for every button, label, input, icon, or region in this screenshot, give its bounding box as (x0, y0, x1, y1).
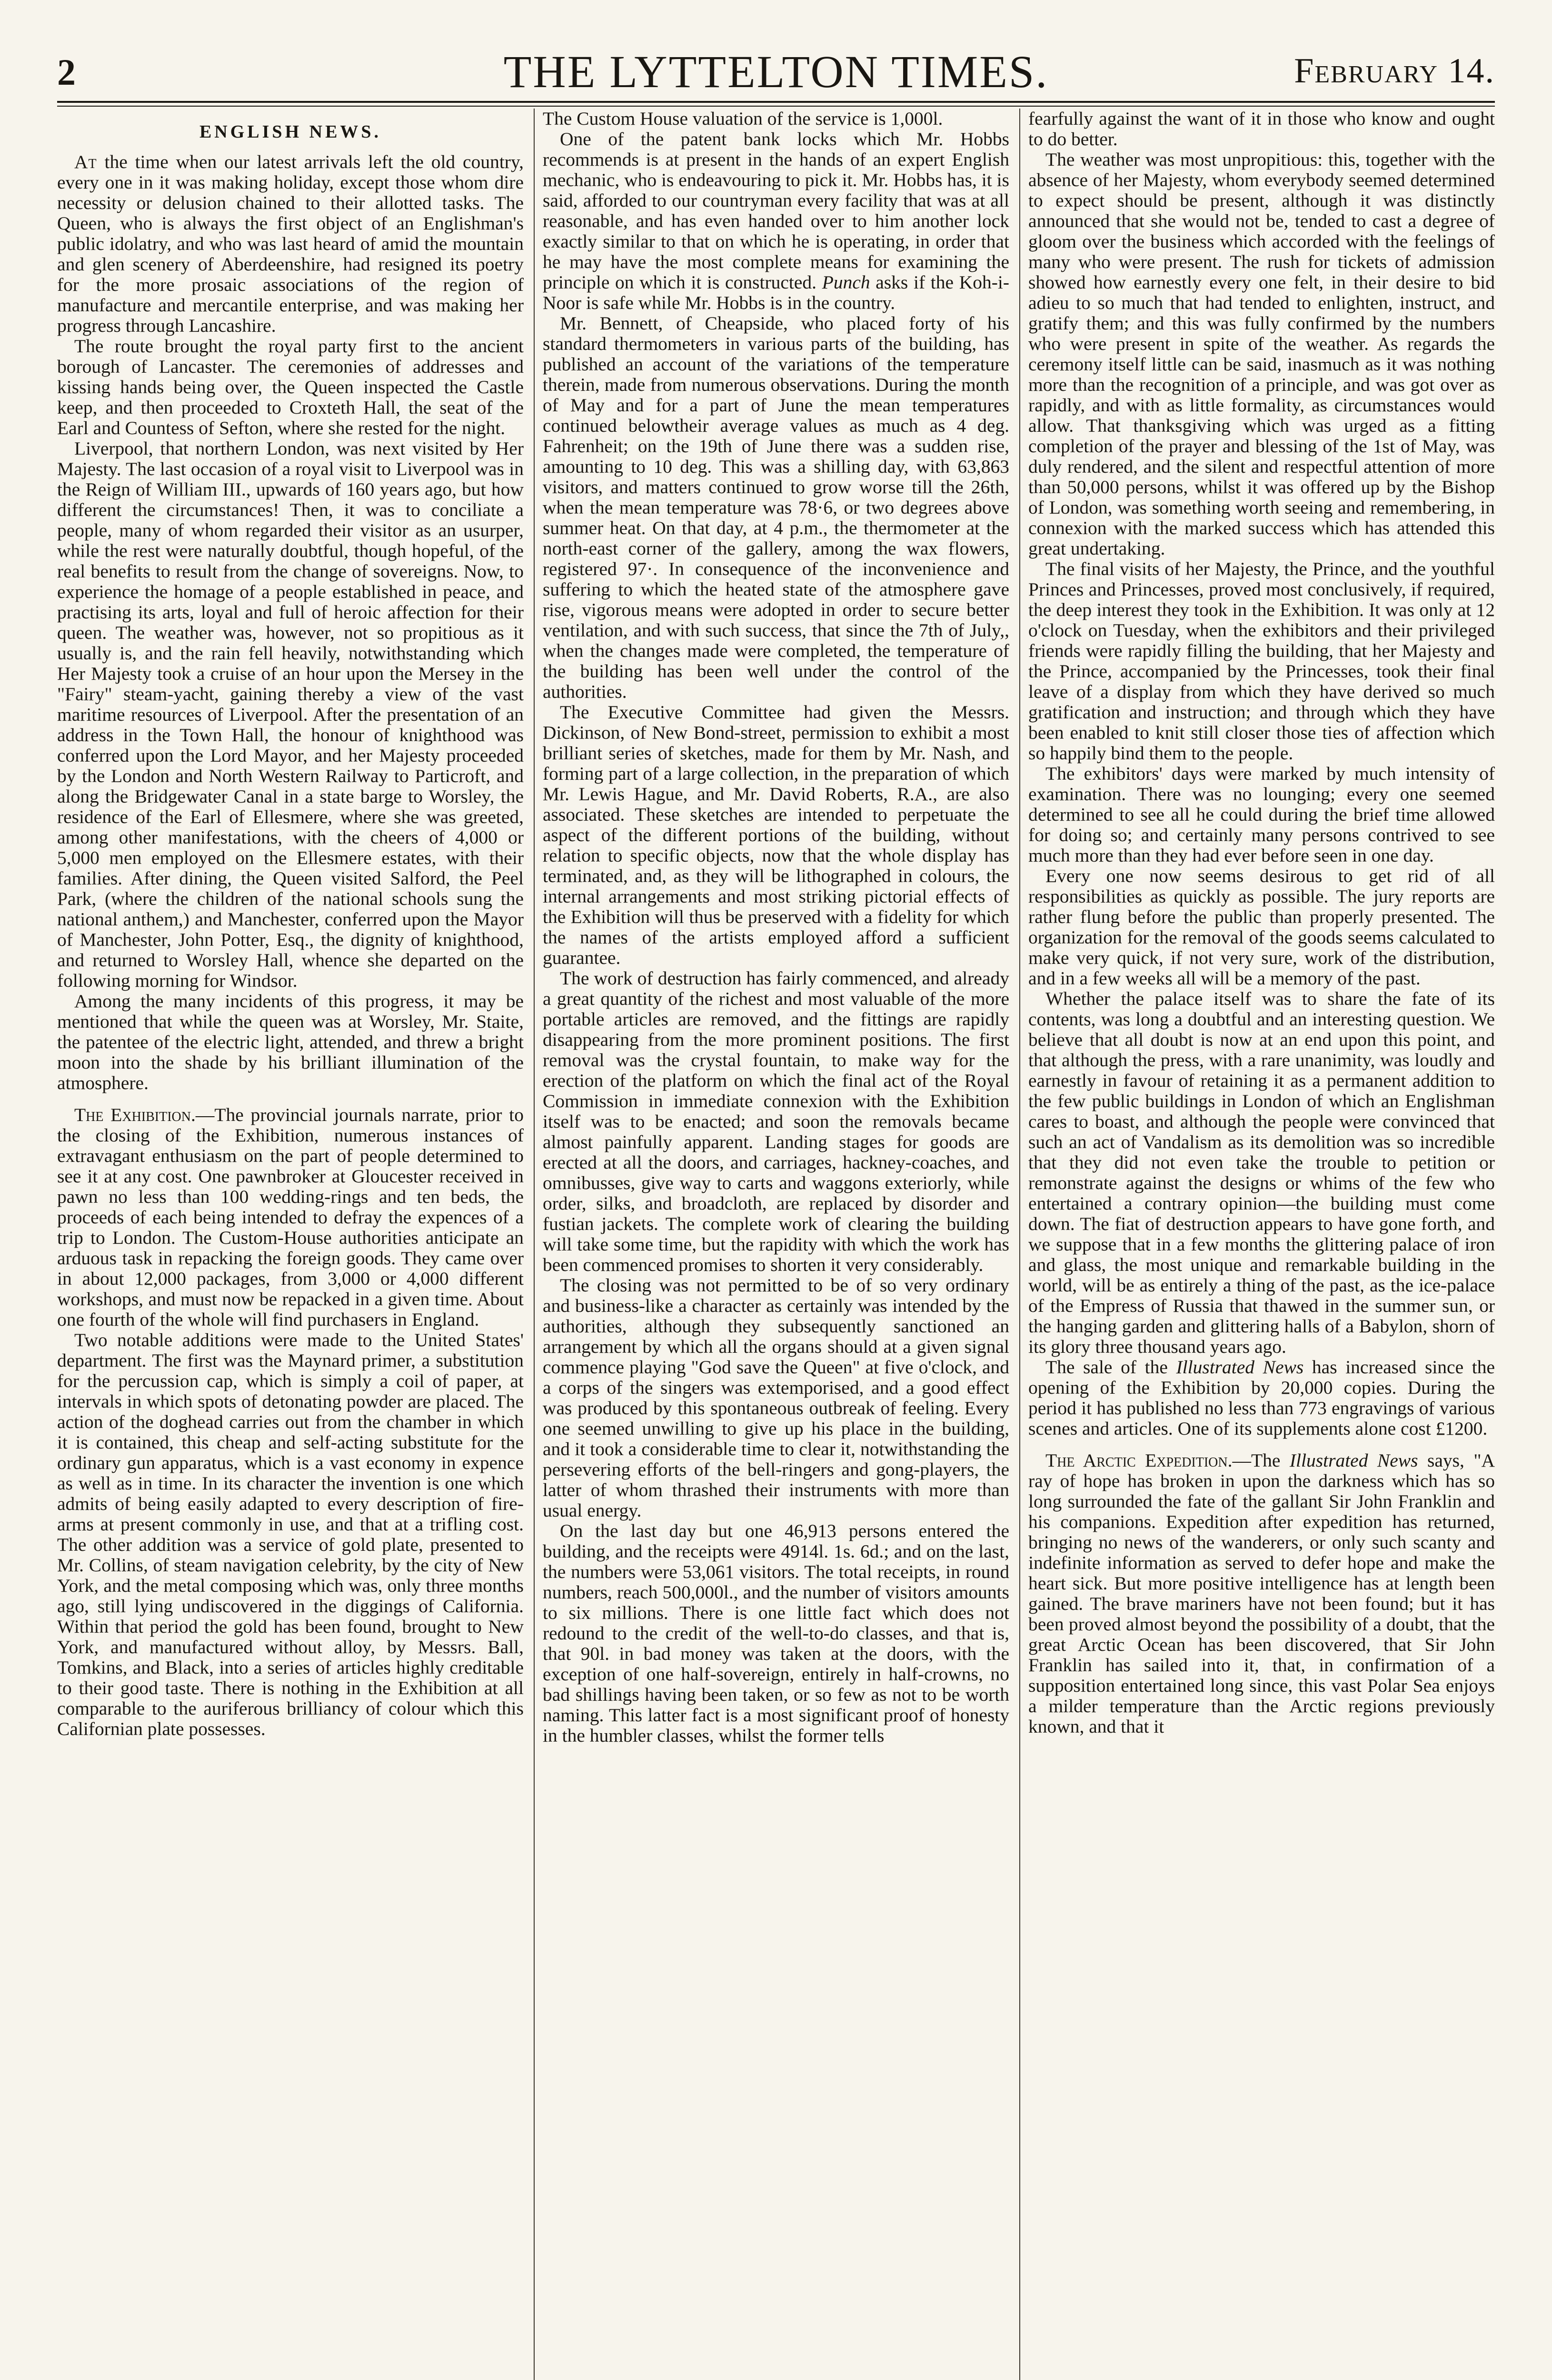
italic-title: Illustrated News (1176, 1357, 1304, 1378)
paragraph (1028, 1450, 1495, 1737)
paragraph: The exhibitors' days were marked by much intensity of examination. There was no lounging; every one seemed determined to see all he could during the brief time allowed for doing so; and certainly many persons contrived to see much more than they had ever before seen in one day. (1028, 763, 1495, 866)
paragraph: Mr. Bennett, of Cheapside, who placed forty of his standard thermometers in various parts of the building, has published an account of the variations of the temperature therein, made from numerous observations. During the month of May and for a part of June the mean temperatures continued belowtheir average values as much as 4 deg. Fahrenheit; on the 19th of June there was a sudden rise, amounting to 10 deg. This was a shilling day, with 63,863 visitors, and matters continued to grow worse till the 26th, when the mean temperature was 78·6, or two degrees above summer heat. On that day, at 4 p.m., the thermometer at the north-east corner of the gallery, among the wax flowers, registered 97·. In consequence of the inconvenience and suffering to which the heated state of the atmosphere gave rise, vigorous means were adopted in order to secure better ventilation, and with such success, that since the 7th of July,, when the changes made were completed, the temperature of the building has been well under the control of the authorities. (543, 313, 1009, 702)
column-3 (1028, 109, 1495, 2380)
italic-title: Punch (822, 272, 870, 293)
newspaper-title: THE LYTTELTON TIMES. (503, 46, 1049, 97)
paragraph: Among the many incidents of this progress, it may be mentioned that while the queen was at Worsley, Mr. Staite, the patentee of the electric light, attended, and threw a bright moon into the shade by his brilliant illumination of the atmosphere. (57, 991, 524, 1093)
paragraph: The work of destruction has fairly commenced, and already a great quantity of the richest and most valuable of the more portable articles are removed, and the fittings are rapidly disappearing from the more prominent positions. The first removal was the crystal fountain, to make way for the erection of the platform on which the final act of the Royal Commission in immediate connexion with the Exhibition itself was to be enacted; and soon the removals became almost painfully apparent. Landing stages for goods are erected at all the doors, and carriages, hackney-coaches, and omnibusses, give way to carts and waggons exteriorly, while order, silks, and broadcloth, are replaced by disorder and fustian jackets. The complete work of clearing the building will take some time, but the rapidity with which the work has been commenced promises to shorten it very considerably. (543, 968, 1009, 1275)
paragraph: Whether the palace itself was to share the fate of its contents, was long a doubtful and an interesting question. We believe that all doubt is now at an end upon this point, and that although the press, with a rare unanimity, was loudly and earnestly in favour of retaining it as a permanent addition to the few public buildings in London of which an Englishman cares to boast, and although the people were convinced that such an act of Vandalism as its demolition was so incredible that they did not even take the trouble to petition or remonstrate against the designs or whims of the few who entertained a contrary opinion—the building must come down. The fiat of destruction appears to have gone forth, and we suppose that in a few months the glittering palace of iron and glass, the most unique and remarkable building in the world, will be as entirely a thing of the past, as the ice-palace of the Empress of Russia that thawed in the summer sun, or the hanging garden and glittering halls of a Babylon, shorn of its glory three thousand years ago. (1028, 988, 1495, 1357)
issue-date: February 14. (1294, 51, 1495, 90)
lead-word: At (74, 151, 97, 172)
masthead-rule-thick (57, 101, 1495, 103)
masthead (57, 45, 1495, 100)
paragraph-text: has increased since the opening of the Exhibition by 20,000 copies. During the period it has published no less than 773 engravings of various scenes and articles. One of its supplements alone cost £1200. (1028, 1357, 1495, 1439)
paragraph: On the last day but one 46,913 persons entered the building, and the receipts were 4914l. 1s. 6d.; and on the last, the numbers were 53,061 visitors. The total receipts, in round numbers, reach 500,000l., and the number of visitors amounts to six millions. There is one little fact which does not redound to the credit of the well-to-do classes, and that is, that 90l. in bad money was taken at the doors, with the exception of one half-sovereign, entirely in half-crowns, no bad shillings having been taken, or so few as not to be worth naming. This latter fact is a most significant proof of honesty in the humbler classes, whilst the former tells (543, 1520, 1009, 1746)
paragraph-text: —The (1232, 1450, 1281, 1471)
paragraph-text: says, "A ray of hope has broken in upon the darkness which has so long surrounded the fate of the gallant Sir John Franklin and his companions. Expedition after expedition has returned, bringing no news of the wanderers, or only such scanty and indefinite information as served to defer hope and make the heart sick. But more positive intelligence has at length been gained. The brave mariners have not been found; but it has been proved almost beyond the possibility of a doubt, that the great Arctic Ocean has been discovered, that Sir John Franklin has sailed into it, that, in confirmation of a supposition entertained long since, this vast Polar Sea enjoys a milder temperature than the Arctic regions previously known, and that it (1028, 1450, 1495, 1737)
paragraph: Two notable additions were made to the United States' department. The first was the Maynard primer, a substitution for the percussion cap, which is simply a coil of paper, at intervals in which spots of detonating powder are placed. The action of the doghead carries out from the chamber in which it is contained, this cheap and self-acting substitute for the ordinary gun apparatus, which is a vast economy in expence as well as in time. In its character the invention is one which admits of being easily adapted to every description of fire-arms at present commonly in use, and that at a trifling cost. The other addition was a service of gold plate, presented to Mr. Collins, of steam navigation celebrity, by the city of New York, and the metal composing which was, only three months ago, still lying undiscovered in the diggings of California. Within that period the gold has been found, brought to New York, and manufactured without alloy, by Messrs. Ball, Tomkins, and Black, into a series of articles highly creditable to their good taste. There is nothing in the Exhibition at all comparable to the auriferous brilliancy of colour which this Californian plate possesses. (57, 1329, 524, 1739)
section-heading: ENGLISH NEWS. (199, 122, 382, 142)
paragraph-text: One of the patent bank locks which Mr. Hobbs recommends is at present in the hands of an expert English mechanic, who is endeavouring to pick it. Mr. Hobbs has, it is said, afforded to our countryman every facility that was at all reasonable, and has even handed over to him another lock exactly similar to that on which he is operating, in order that he may have the most complete means for examining the principle on which it is constructed. (543, 129, 1009, 293)
paragraph (57, 1105, 524, 1330)
paragraph: Every one now seems desirous to get rid of all responsibilities as quickly as possible. The jury reports are rather flung before the public than properly presented. The organization for the removal of the goods seems calculated to make very quick, if not very sure, work of the distribution, and in a few weeks all will be a memory of the past. (1028, 865, 1495, 989)
paragraph (1028, 1357, 1495, 1439)
page-number: 2 (57, 51, 76, 93)
paragraph: The route brought the royal party first to the ancient borough of Lancaster. The ceremonies of addresses and kissing hands being over, the Queen inspected the Castle keep, and then proceeded to Croxteth Hall, the seat of the Earl and Countess of Sefton, where she rested for the night. (57, 336, 524, 438)
paragraph (57, 152, 524, 336)
column-divider (1019, 109, 1020, 2380)
paragraph: The Executive Committee had given the Messrs. Dickinson, of New Bond-street, permission to exhibit a most brilliant series of sketches, made for them by Mr. Nash, and forming part of a large collection, in the preparation of which Mr. Lewis Hague, and Mr. David Roberts, R.A., are also associated. These sketches are intended to perpetuate the aspect of the different portions of the building, without relation to specific objects, now that the whole display has terminated, and, as they will be lithographed in colours, the internal arrangements and most striking pictorial effects of the Exhibition will thus be preserved with a fidelity for which the names of the artists employed afford a sufficient guarantee. (543, 702, 1009, 968)
paragraph-text: —The provincial journals narrate, prior to the closing of the Exhibition, numerous instances of extravagant enthusiasm on the part of people determined to see it at any cost. One pawnbroker at Gloucester received in pawn no less than 100 wedding-rings and ten beds, the proceeds of each being intended to defray the expences of a trip to London. The Custom-House authorities anticipate an arduous task in repacking the foreign goods. They came over in about 12,000 packages, from 3,000 or 4,000 different workshops, and must now be repacked in a given time. About one fourth of the whole will find purchasers in England. (57, 1104, 524, 1330)
paragraph: The Custom House valuation of the service is 1,000l. (543, 109, 943, 129)
column-divider (534, 109, 535, 2380)
paragraph: The closing was not permitted to be of so very ordinary and business-like a character as certainly was intended by the authorities, although they subsequently sanctioned an arrangement by which all the organs should at a given signal commence playing "God save the Queen" at five o'clock, and a corps of the singers was extemporised, and a good effect was produced by this spontaneous outbreak of feeling. Every one seemed unwilling to give up his place in the building, and it took a considerable time to clear it, notwithstanding the persevering efforts of the bell-ringers and gong-players, the latter of whom thrashed their instruments with more than usual energy. (543, 1275, 1009, 1521)
masthead-rule-thin (57, 106, 1495, 107)
paragraph: Liverpool, that northern London, was next visited by Her Majesty. The last occasion of a royal visit to Liverpool was in the Reign of William III., upwards of 160 years ago, but how different the circumstances! Then, it was to conciliate a people, many of whom regarded their visitor as an usurper, while the rest were naturally doubtful, though hopeful, of the real benefits to result from the change of sovereigns. Now, to experience the homage of a people established in peace, and practising its arts, loyal and full of heroic affection for their queen. The weather was, however, not so propitious as it usually is, and the rain fell heavily, notwithstanding which Her Majesty took a cruise of an hour upon the Mersey in the "Fairy" steam-yacht, gaining thereby a view of the vast maritime resources of Liverpool. After the presentation of an address in the Town Hall, the honour of knighthood was conferred upon the Lord Mayor, and her Majesty proceeded by the London and North Western Railway to Particroft, and along the Bridgewater Canal in a state barge to Worsley, the residence of the Earl of Ellesmere, where she was greeted, among other manifestations, with the cheers of 4,000 or 5,000 men employed on the Ellesmere estates, with their families. After dining, the Queen visited Salford, the Peel Park, (where the children of the national schools sung the national anthem,) and Manchester, conferred upon the Mayor of Manchester, John Potter, Esq., the dignity of knighthood, and returned to Worsley Hall, whence she departed on the following morning for Windsor. (57, 438, 524, 991)
paragraph: The final visits of her Majesty, the Prince, and the youthful Princes and Princesses, proved most conclusively, if required, the deep interest they took in the Exhibition. It was only at 12 o'clock on Tuesday, when the exhibitors and their privileged friends were rapidly filling the building, that her Majesty and the Prince, accompanied by the Princesses, took their final leave of a display from which they have derived so much gratification and instruction; and through which they have been enabled to knit still closer those ties of affection which so happily bind them to the people. (1028, 558, 1495, 764)
section-lead: The Exhibition. (74, 1104, 196, 1125)
paragraph: The weather was most unpropitious: this, together with the absence of her Majesty, whom everybody seemed determined to expect should be present, although it was distinctly announced that she would not be, tended to cast a degree of gloom over the business which accorded with the feelings of many who were present. The rush for tickets of admission showed how earnestly every one felt, in their desire to bid adieu to so much that had tended to enlighten, instruct, and gratify them; and this was fully confirmed by the numbers who were present in spite of the weather. As regards the ceremony itself little can be said, inasmuch as it was nothing more than the recognition of a principle, and was got over as rapidly, and with as little formality, as circumstances would allow. That thanksgiving which was urged as a fitting completion of the prayer and blessing of the 1st of May, was duly rendered, and the silent and respectful attention of more than 50,000 persons, whilst it was offered up by the Bishop of London, was something worth seeing and remembering, in connexion with the marked success which has attended this great undertaking. (1028, 149, 1495, 559)
paragraph: fearfully against the want of it in those who know and ought to do better. (1028, 109, 1495, 149)
section-lead: The Arctic Expedition. (1045, 1450, 1233, 1471)
column-2 (543, 109, 1009, 2380)
paragraph-text: The sale of the (1045, 1357, 1168, 1378)
paragraph-text: the time when our latest arrivals left the old country, every one in it was making holiday, except those whom dire necessity or delusion chained to their allotted tasks. The Queen, who is always the first object of an Englishman's public idolatry, and who was last heard of amid the mountain and glen scenery of Aberdeenshire, had resigned its poetry for the more prosaic associations of the region of manufacture and mercantile enterprise, and was making her progress through Lancashire. (57, 151, 524, 336)
paragraph-text: asks if the Koh-i-Noor is safe while Mr. Hobbs is in the country. (543, 272, 1009, 313)
paragraph (543, 129, 1009, 313)
italic-title: Illustrated News (1289, 1450, 1418, 1471)
column-1 (57, 109, 524, 2380)
